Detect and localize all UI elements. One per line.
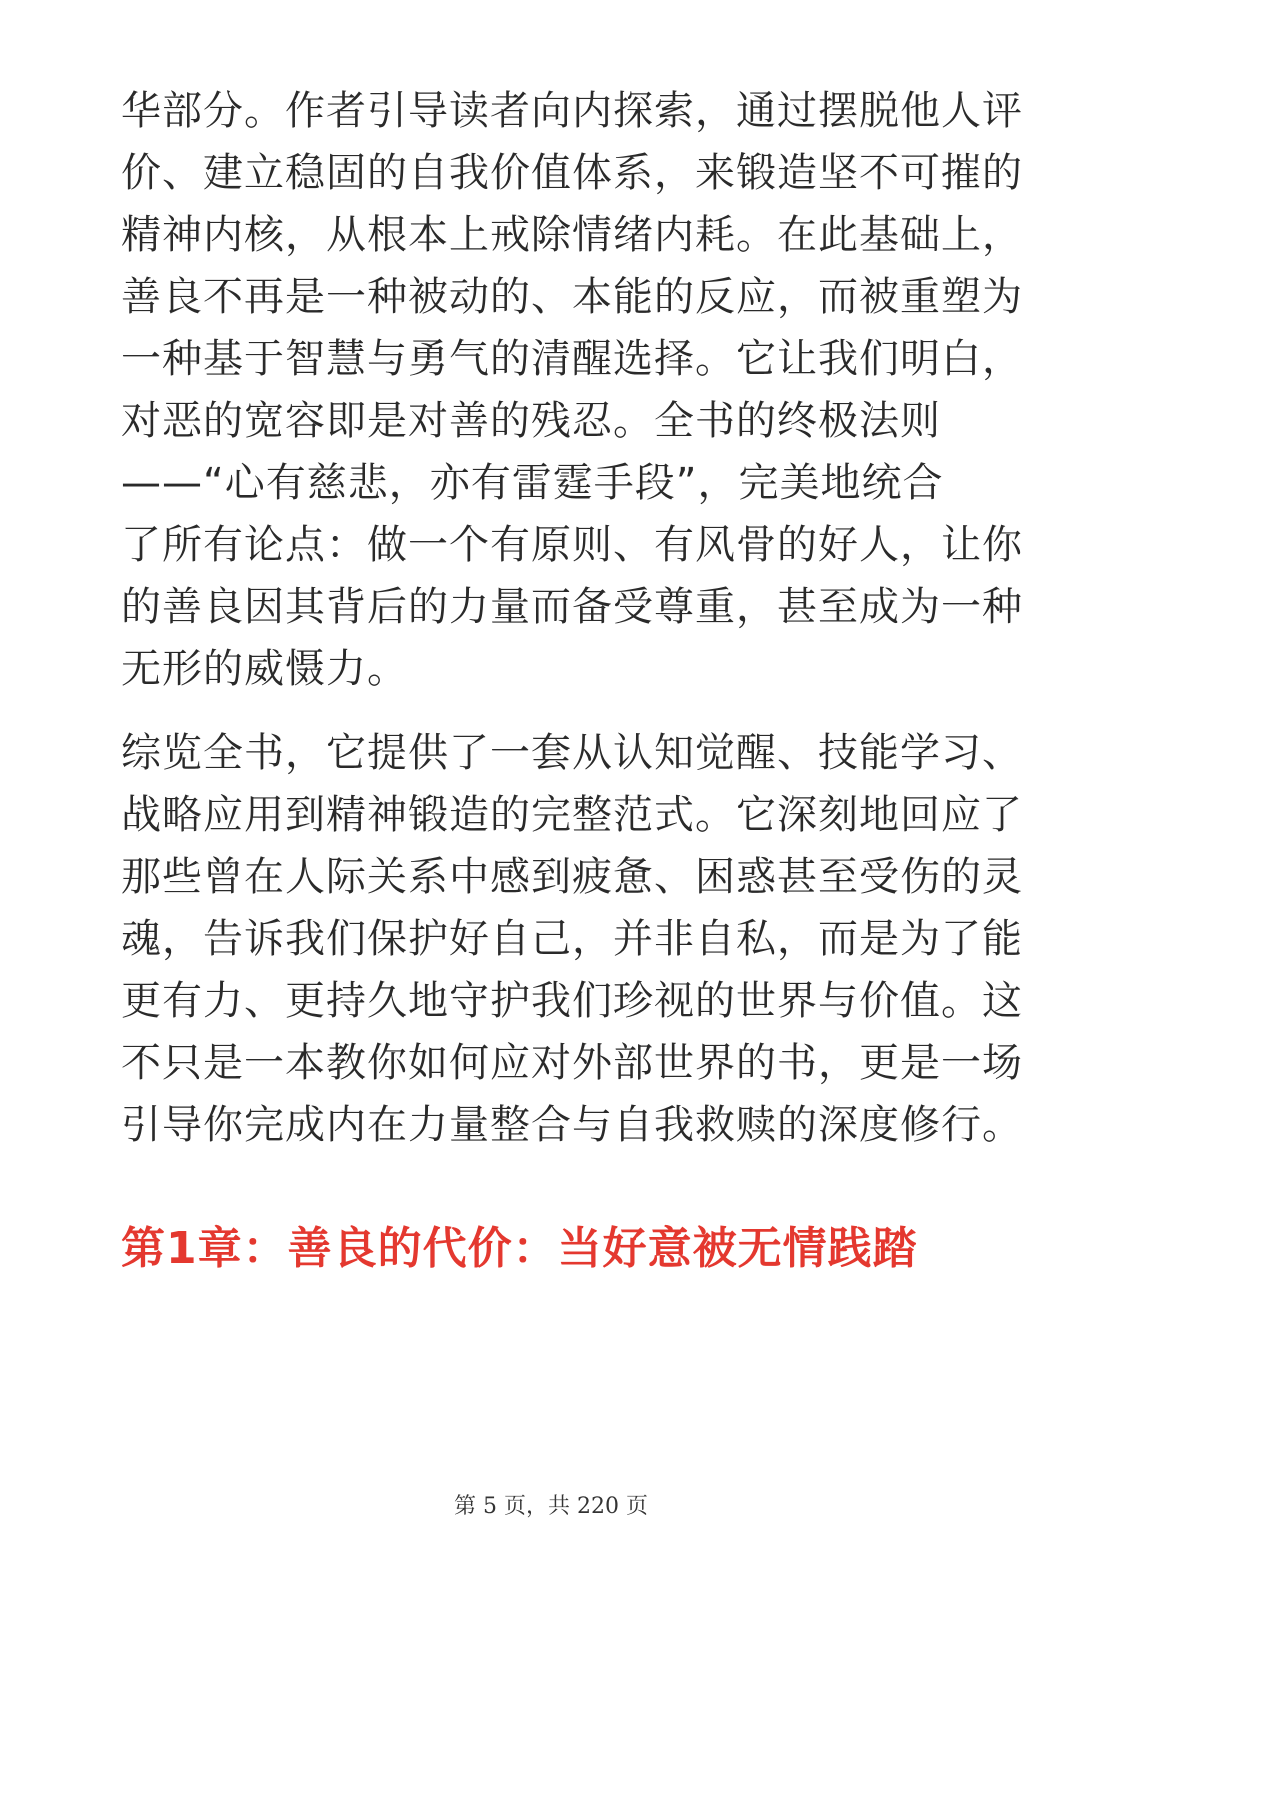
chapter-title: 第1章：善良的代价：当好意被无情践踏 bbox=[121, 1223, 918, 1274]
text-line: 不只是一本教你如何应对外部世界的书，更是一场 bbox=[121, 1040, 1023, 1086]
paragraph-1 bbox=[121, 80, 1023, 700]
text-line: 了所有论点：做一个有原则、有风骨的好人，让你 bbox=[121, 522, 1023, 568]
text-line: 华部分。作者引导读者向内探索，通过摆脱他人评 bbox=[121, 88, 1023, 134]
body-text bbox=[121, 80, 1023, 1156]
text-line: 引导你完成内在力量整合与自我救赎的深度修行。 bbox=[121, 1102, 1023, 1148]
text-line: 对恶的宽容即是对善的残忍。全书的终极法则 bbox=[121, 398, 941, 444]
text-line: 的善良因其背后的力量而备受尊重，甚至成为一种 bbox=[121, 584, 1023, 630]
text-line: 善良不再是一种被动的、本能的反应，而被重塑为 bbox=[121, 274, 1023, 320]
text-line: 价、建立稳固的自我价值体系，来锻造坚不可摧的 bbox=[121, 150, 1023, 196]
text-line: ——“心有慈悲，亦有雷霆手段”，完美地统合 bbox=[121, 460, 944, 506]
text-line: 魂，告诉我们保护好自己，并非自私，而是为了能 bbox=[121, 916, 1023, 962]
paragraph-2 bbox=[121, 722, 1023, 1156]
page-number-footer: 第 5 页，共 220 页 bbox=[454, 1494, 648, 1519]
text-line: 无形的威慑力。 bbox=[121, 646, 408, 692]
paragraph-gap bbox=[121, 700, 985, 722]
text-line: 精神内核，从根本上戒除情绪内耗。在此基础上， bbox=[121, 212, 1023, 258]
text-line: 更有力、更持久地守护我们珍视的世界与价值。这 bbox=[121, 978, 1023, 1024]
text-line: 一种基于智慧与勇气的清醒选择。它让我们明白， bbox=[121, 336, 1023, 382]
text-line: 战略应用到精神锻造的完整范式。它深刻地回应了 bbox=[121, 792, 1023, 838]
text-line: 综览全书，它提供了一套从认知觉醒、技能学习、 bbox=[121, 730, 1023, 776]
text-line: 那些曾在人际关系中感到疲惫、困惑甚至受伤的灵 bbox=[121, 854, 1023, 900]
